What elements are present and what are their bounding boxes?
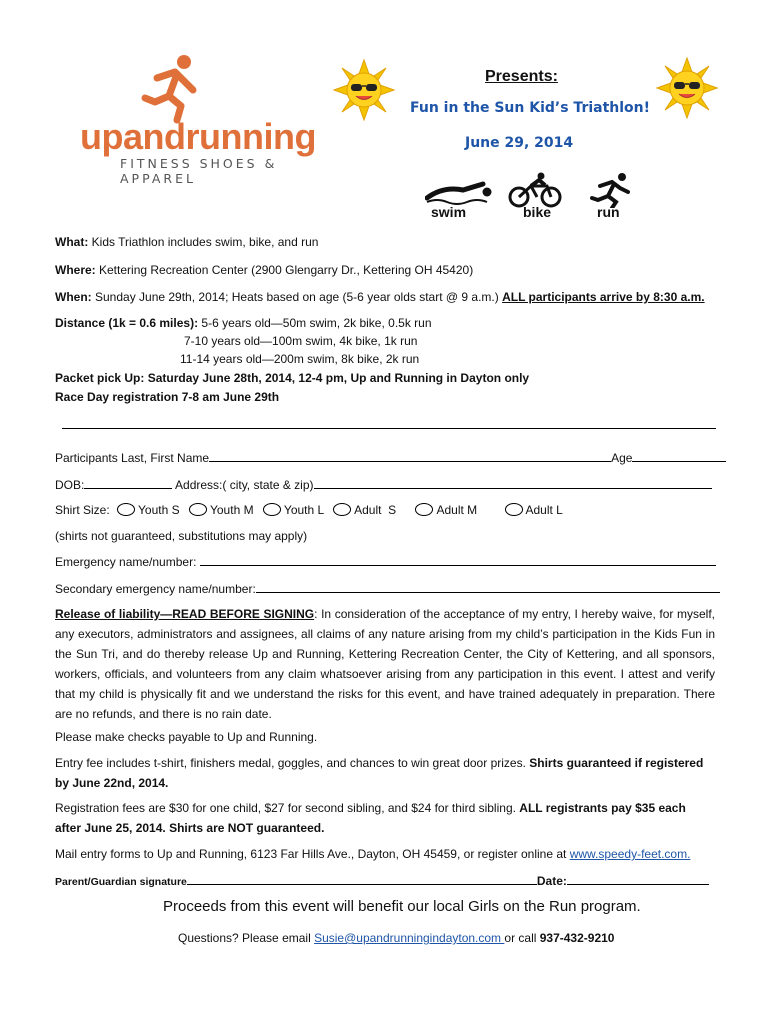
participant-row (55, 449, 726, 467)
info-distance: Distance (1k = 0.6 miles): 5-6 years old—50m swim, 2k bike, 0.5k run (55, 316, 432, 330)
sun-right-icon (655, 56, 719, 120)
run-label: run (597, 204, 620, 220)
logo-tagline: FITNESS SHOES & APPAREL (120, 156, 278, 186)
age-label: Age (611, 451, 633, 465)
runner-sport-icon (590, 172, 634, 208)
mail-note: Mail entry forms to Up and Running, 6123 Far Hills Ave., Dayton, OH 45459, or register online at www.speedy-feet.com. (55, 847, 691, 861)
shirt-option-adult-l[interactable]: Adult L (505, 503, 563, 517)
signature-row (55, 872, 709, 891)
shirt-size-label: Shirt Size: (55, 503, 110, 517)
date-label: Date: (536, 874, 567, 888)
secondary-emergency-label: Secondary emergency name/number: (55, 582, 256, 596)
info-where: Where: Kettering Recreation Center (2900 Glengarry Dr., Kettering OH 45420) (55, 263, 474, 277)
info-distance-3: 11-14 years old—200m swim, 8k bike, 2k run (180, 352, 420, 366)
dob-label: DOB: (55, 478, 85, 492)
address-label: Address:( city, state & zip) (175, 478, 314, 492)
proceeds-note: Proceeds from this event will benefit our local Girls on the Run program. (163, 898, 641, 915)
participant-name-label: Participants Last, First Name (55, 451, 210, 465)
shirt-note: (shirts not guaranteed, substitutions may apply) (55, 529, 308, 543)
secondary-emergency-row (55, 580, 720, 598)
register-online-link[interactable]: www.speedy-feet.com. (569, 847, 691, 861)
emergency-field[interactable] (200, 553, 716, 566)
address-field[interactable] (314, 476, 712, 489)
info-race-day: Race Day registration 7-8 am June 29th (55, 390, 280, 404)
bike-label: bike (523, 204, 552, 220)
radio-icon[interactable] (415, 503, 433, 516)
swimmer-icon (425, 176, 495, 206)
radio-icon[interactable] (505, 503, 523, 516)
entry-fee-note: Entry fee includes t-shirt, finishers medal, goggles, and chances to win great door prizes. Shirts guaranteed if registered by June 22nd, 2014. (55, 756, 704, 790)
phone-number: 937-432-9210 (539, 931, 615, 945)
shirt-option-youth-m[interactable]: Youth M (189, 503, 254, 517)
emergency-row (55, 553, 716, 571)
shirt-option-youth-s[interactable]: Youth S (117, 503, 180, 517)
shirt-option-youth-l[interactable]: Youth L (263, 503, 324, 517)
parent-signature-label: Parent/Guardian signature (55, 876, 187, 888)
email-link[interactable]: Susie@upandrunningindayton.com (314, 931, 505, 945)
shirt-option-adult-s[interactable]: Adult S (333, 503, 396, 517)
secondary-emergency-field[interactable] (256, 580, 720, 593)
info-distance-2: 7-10 years old—100m swim, 4k bike, 1k run (184, 334, 418, 348)
release-text: : In consideration of the acceptance of my entry, I hereby waive, for myself, any executors, administrators and assignees, all claims of any nature arising from my child’s participation in the Kids Fun in the Sun Tri, and do thereby release Up and Running, Kettering Recreation Center, the City of Kettering, and all sponsors, workers, officials, and volunteers from any claim whatsoever arising from any participation in this event. I attest and verify that my child is physically fit and we understand the risks for this event, and have trained adequately in preparation. There are no refunds, and there is no rain date. (55, 607, 715, 721)
section-divider (62, 428, 716, 429)
info-what: What: Kids Triathlon includes swim, bike, and run (55, 235, 319, 249)
questions-note: Questions? Please email Susie@upandrunningindayton.com or call 937-432-9210 (178, 931, 615, 945)
release-of-liability (55, 604, 715, 724)
event-date: June 29, 2014 (465, 135, 574, 151)
age-field[interactable] (632, 449, 726, 462)
dob-field[interactable] (84, 476, 172, 489)
radio-icon[interactable] (263, 503, 281, 516)
company-logo (75, 50, 335, 186)
dob-row (55, 476, 712, 494)
radio-icon[interactable] (117, 503, 135, 516)
event-title: Fun in the Sun Kid’s Triathlon! (410, 100, 651, 116)
sports-graphic (425, 172, 645, 224)
shirt-option-adult-m[interactable]: Adult M (415, 503, 477, 517)
parent-signature-field[interactable] (187, 872, 537, 885)
checks-note: Please make checks payable to Up and Running. (55, 730, 318, 744)
runner-icon (137, 50, 207, 125)
radio-icon[interactable] (333, 503, 351, 516)
shirt-size-row (55, 501, 563, 519)
emergency-label: Emergency name/number: (55, 555, 197, 569)
sun-left-icon (332, 58, 396, 122)
release-title: Release of liability—READ BEFORE SIGNING (55, 607, 315, 621)
radio-icon[interactable] (189, 503, 207, 516)
info-packet-pickup: Packet pick Up: Saturday June 28th, 2014, 12-4 pm, Up and Running in Dayton only (55, 371, 530, 385)
registration-fees-note: Registration fees are $30 for one child, $27 for second sibling, and $24 for third sibling. ALL registrants pay $35 each after June 25, 2014. Shirts are NOT guaranteed. (55, 801, 686, 835)
presents-heading: Presents: (485, 68, 558, 85)
info-when: When: Sunday June 29th, 2014; Heats based on age (5-6 year olds start @ 9 a.m.) ALL participants arrive by 8:30 a.m. (55, 290, 705, 304)
signature-date-field[interactable] (567, 872, 709, 885)
swim-label: swim (431, 204, 467, 220)
logo-wordmark: upandrunning (80, 116, 316, 157)
cyclist-icon (507, 172, 563, 208)
participant-name-field[interactable] (209, 449, 611, 462)
